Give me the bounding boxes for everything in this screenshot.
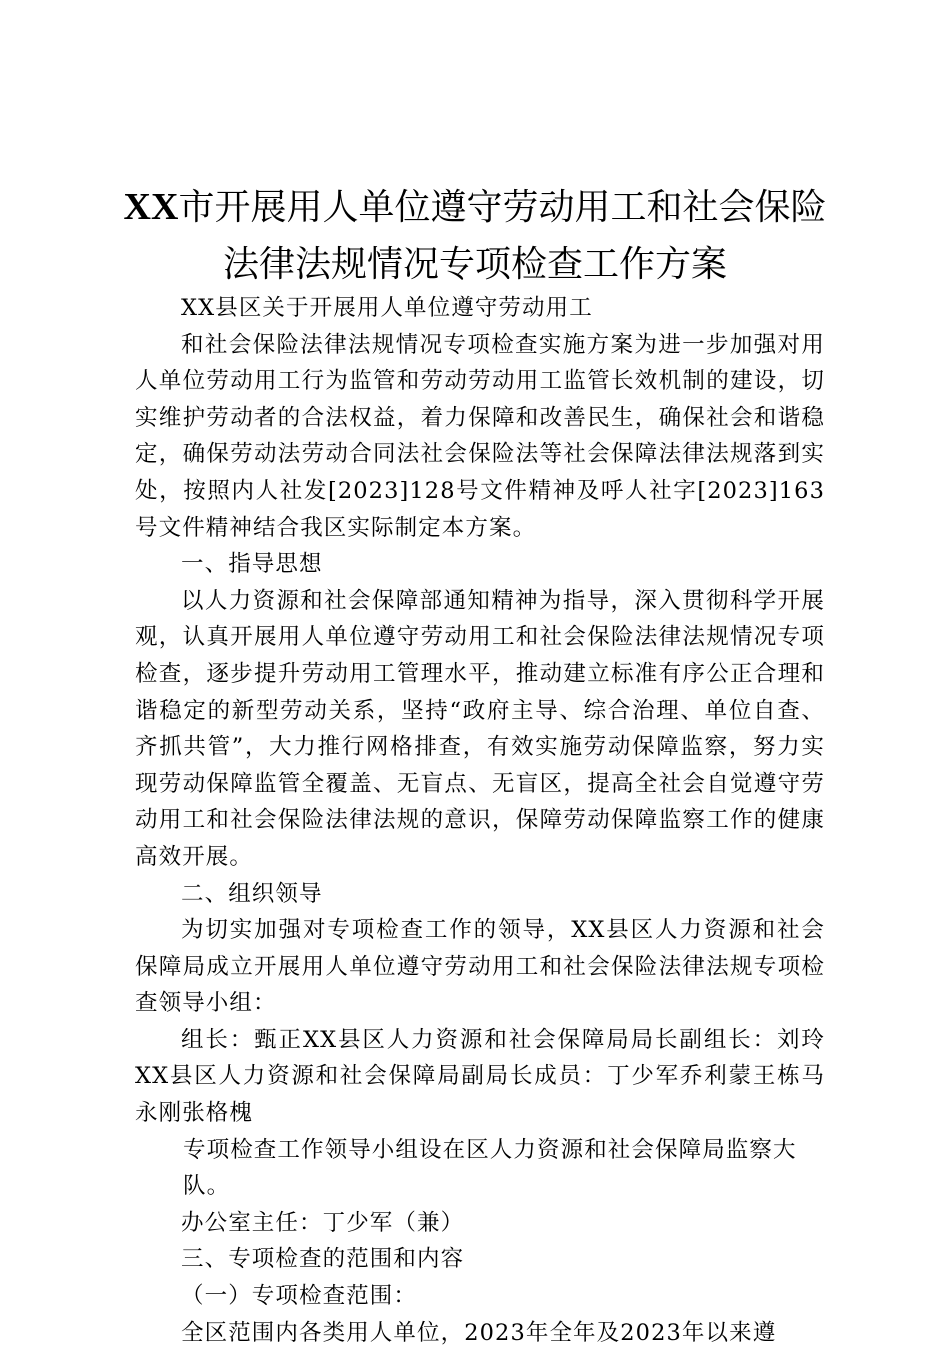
section-heading-1: 一、指导思想 (181, 551, 323, 578)
section-heading-2: 二、组织领导 (181, 880, 323, 907)
title-prefix: XX (123, 186, 179, 228)
section-heading-3: 三、专项检查的范围和内容 (181, 1246, 465, 1273)
office-director-line: 办公室主任：丁少军（兼） (181, 1209, 465, 1236)
subsection-heading-scope: （一）专项检查范围： (181, 1283, 418, 1310)
organization-paragraph: 为切实加强对专项检查工作的领导，XX县区人力资源和社会保障局成立开展用人单位遵守劳动用工和社会保险法律法规专项检查领导小组： (135, 917, 825, 1017)
title-line-1-text: 市开展用人单位遵守劳动用工和社会保险 (178, 187, 827, 228)
leadership-members-paragraph: 组长：甄正XX县区人力资源和社会保障局局长副组长：刘玲XX县区人力资源和社会保障局副局长成员：丁少军乔利蒙王栋马永刚张格槐 (135, 1026, 825, 1127)
guiding-principles-paragraph: 以人力资源和社会保障部通知精神为指导，深入贯彻科学开展观，认真开展用人单位遵守劳动用工和社会保险法律法规情况专项检查，逐步提升劳动用工管理水平，推动建立标准有序公正合理和谐稳定的新型劳动关系，坚持“政府主导、综合治理、单位自查、齐抓共管”，大力推行网格排查，有效实施劳动保障监察，努力实现劳动保障监管全覆盖、无盲点、无盲区，提高全社会自觉遵守劳动用工和社会保险法律法规的意识，保障劳动保障监察工作的健康高效开展。 (135, 587, 825, 870)
intro-heading-line: XX县区关于开展用人单位遵守劳动用工 (181, 295, 593, 321)
document-title-line-1 (90, 187, 860, 228)
intro-paragraph: 和社会保险法律法规情况专项检查实施方案为进一步加强对用人单位劳动用工行为监管和劳动劳动用工监管长效机制的建设，切实维护劳动者的合法权益，着力保障和改善民生，确保社会和谐稳定，确保劳动法劳动合同法社会保险法等社会保障法律法规落到实处，按照内人社发[2023]128号文件精神及呼人社字[2023]163号文件精神结合我区实际制定本方案。 (135, 331, 825, 541)
document-body (135, 290, 825, 1351)
office-location-paragraph: 专项检查工作领导小组设在区人力资源和社会保障局监察大队。 (183, 1136, 797, 1200)
document-title-line-2: 法律法规情况专项检查工作方案 (222, 244, 727, 285)
scope-paragraph: 全区范围内各类用人单位，2023年全年及2023年以来遵 (181, 1319, 777, 1346)
